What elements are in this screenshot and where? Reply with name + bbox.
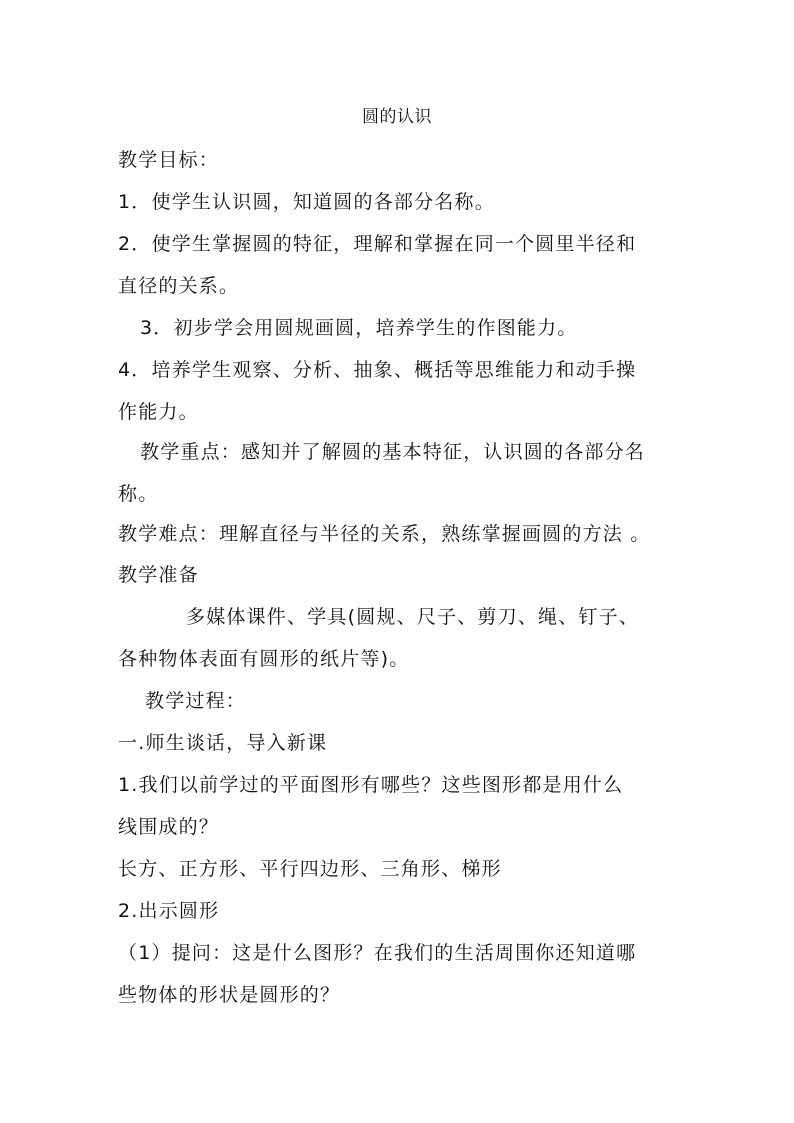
item-2-heading: 2.出示圆形 [118,900,220,922]
key-point-line-2: 称。 [118,483,159,505]
objective-2-line-1: 2．使学生掌握圆的特征，理解和掌握在同一个圆里半径和 [118,233,637,255]
question-2-line-2: 些物体的形状是圆形的？ [118,984,341,1006]
preparation-line-2: 各种物体表面有圆形的纸片等)。 [118,648,410,670]
key-point-line-1: 教学重点：感知并了解圆的基本特征，认识圆的各部分名 [140,441,646,463]
question-1-line-2: 线围成的？ [118,816,220,838]
section-heading-preparation: 教学准备 [118,564,199,586]
difficult-point: 教学难点：理解直径与半径的关系，熟练掌握画圆的方法 。 [118,523,651,545]
objective-1: 1．使学生认识圆，知道圆的各部分名称。 [118,191,495,213]
section-heading-process: 教学过程： [145,690,247,712]
objective-4-line-2: 作能力。 [118,401,199,423]
step-1-heading: 一.师生谈话，导入新课 [118,732,328,754]
answer-1: 长方、正方形、平行四边形、三角形、梯形 [118,858,502,880]
objective-4-line-1: 4．培养学生观察、分析、抽象、概括等思维能力和动手操 [118,359,637,381]
preparation-line-1: 多媒体课件、学具(圆规、尺子、剪刀、绳、钉子、 [186,606,640,628]
objective-3: 3．初步学会用圆规画圆，培养学生的作图能力。 [140,317,578,339]
question-2-line-1: （1）提问：这是什么图形？在我们的生活周围你还知道哪 [118,942,637,964]
question-1-line-1: 1.我们以前学过的平面图形有哪些？这些图形都是用什么 [118,774,624,796]
objective-2-line-2: 直径的关系。 [118,275,240,297]
document-title: 圆的认识 [362,107,432,127]
section-heading-objectives: 教学目标： [118,149,220,171]
